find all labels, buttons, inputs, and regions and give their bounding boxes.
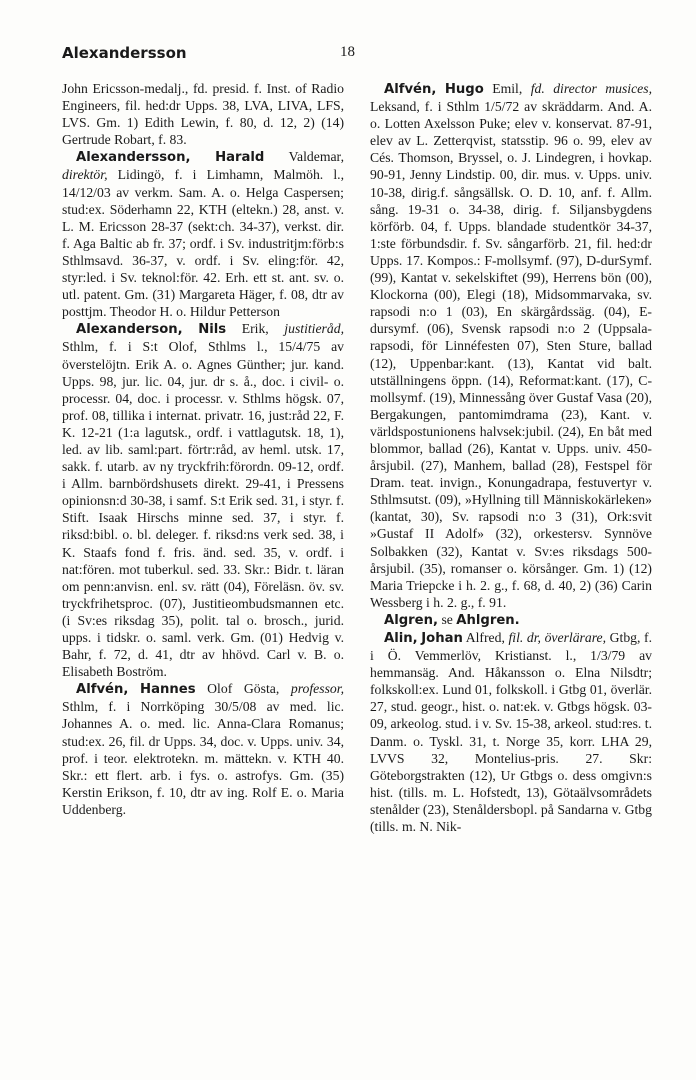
entry-algren-xref: Algren, se Ahlgren. bbox=[384, 611, 520, 628]
entry-surname: Alin, bbox=[384, 631, 418, 646]
right-column bbox=[370, 80, 652, 1040]
entry-text: Leksand, f. i Sthlm 1/5/72 av skräddarm. And. A. o. Lotten Axelsson Puke; elev v. konservat. 87-91, elev av L. Zetterqvist, statsstip. 96 o. 99, elev av Cés. Thomson, Bryssel, o. J. Lindegren, i hovkap. 90-91, Jenny Lindstip. 00, dir. mus. v. Upps. univ. 10-38, dirig.f. sångsällsk. O. D. 10, anf. f. Allm. sång. 19-31 o. 34-38, dirig. f. Siljansbygdens körförb. 04, f. Upps. blandade studentkör 34-37, 1:ste förbundsdir. f. Sv. sångarförb. 21, fil. hed:dr Upps. 17. Kompos.: F-mollsymf. (97), D-durSymf. (99), Kantat v. sekelskiftet (99), Herrens bön (00), Klockorna (00), Elegi (18), Midsommarvaka, sv. rapsodi n:o 1 (03), En skärgårdssäg. (04), E-dursymf. (06), Svensk rapsodi n:o 2 (Uppsala-rapsodi, för Linnéfesten 07), Sten Sture, ballad (12), Uppenbar:kant. (13), Kantat vid balt. utställningens öppn. (14), Reformat:kant. (17), C-mollsymf. (19), Minnessång över Gustaf Vasa (20), Bergakungen, pantomimdrama (23), Kant. v. världspostunionens halvsek:jubil. (24), En båt med blommor, ballad (26), Kantat v. Upps. univ. 450-årsjubil. (27), Manhem, ballad (28), Festspel för Dram. teat. invign., Konungadrapa, festuvertyr v. Sthlmsutst. (09), »Hyllning till Människokärleken» (kantat, 30), Sv. rapsodi n:o 3 (31), Ork:svit »Gustaf II Adolf» (32), orkestersv. Synnöve Solbakken (32), Kantat v. Sv:es riksdags 500-årsjubil. (35), romanser o. körsånger. Gm. 1) (12) Maria Triepcke i h. 2. g., f. 68, d. 40, 2) (36) Carin Wessberg i h. 2. g., f. 91. bbox=[370, 99, 652, 610]
entry-given-name: Hugo bbox=[444, 82, 484, 97]
entry-alin-johan: Alin, Johan Alfred, fil. dr, överlärare, Gtbg, f. i Ö. Vemmerlöv, Kristianst. l., 1/3/79 av hemmansäg. And. Håkansson o. Elna Nilsdtr; folkskoll:ex. Lund 01, folkskoll. i Gtbg 01, överlär. 27, stud. geogr., hist. o. nat:ek. v. Gtbgs högsk. 03-09, arkeolog. stud. i v. Sv. 15-38, arkeol. stud:res. t. Danm. o. Tyskl. 31, t. Norge 35, korr. LHA 29, LVVS 32, Montelius-pris. 27. Skr: Göteborgstrakten (12), Ur Gtbgs o. dess omgivn:s hist. (tills. m. L. Hofstedt, 13), Götaälvsområdets stenålder (23), Stenåldersbopl. på Sandarna v. Gtbg (tills. m. N. Nik- bbox=[370, 630, 652, 835]
entry-text: Gtbg, f. i Ö. Vemmerlöv, Kristianst. l., 1/3/79 av hemmansäg. And. Håkansson o. Elna Nilsdtr; folkskoll:ex. Lund 01, folkskoll. i Gtbg 01, överlär. 27, stud. geogr., hist. o. nat:ek. v. Gtbgs högsk. 03-09, arkeolog. stud. i v. Sv. 15-38, arkeol. stud:res. t. Danm. o. Tyskl. 31, t. Norge 35, korr. LHA 29, LVVS 32, Montelius-pris. 27. Skr: Göteborgstrakten (12), Ur Gtbgs o. dess omgivn:s hist. (tills. m. L. Hofstedt, 13), Götaälvsområdets stenålder (23), Stenåldersbopl. på Sandarna v. Gtbg (tills. m. N. Nik- bbox=[370, 630, 652, 835]
page-number: 18 bbox=[340, 44, 355, 60]
entry-given-name: Johan bbox=[421, 631, 463, 646]
entry-given-name: Nils bbox=[198, 322, 227, 338]
entry-text: Lidingö, f. i Limhamn, Malmöh. l., 14/12/03 av verkm. Sam. A. o. Helga Caspersen; stud:ex. Söderhamn 22, KTH (eltekn.) 28, anst. v. L. M. Ericsson 28-37 (sekt:ch. 34-37), verkst. dir. f. Aga Baltic ab fr. 37; ordf. i Sv. industritjm:förb:s Sthlmsavd. 36-37, v. ordf. i Sv. eling:för. 42, styr:led. i Sv. teknol:för. 42. Erh. ett st. ant. sv. o. utl. patent. Gm. (31) Margareta Häger, f. 08, dtr av posttjm. Theodor H. o. Hildur Petterson bbox=[62, 167, 344, 320]
cross-reference: Ahlgren. bbox=[456, 612, 520, 628]
entry-given-name: Harald bbox=[215, 150, 265, 166]
entry-surname: Alexandersson, bbox=[76, 150, 191, 166]
entry-surname: Algren, bbox=[384, 612, 439, 628]
entry-text: Sthlm, f. i S:t Olof, Sthlms l., 15/4/75 av överstelöjtn. Erik A. o. Agnes Günther; jur. kand. Upps. 98, jur. lic. 04, jur. dr s. å., doc. i civil- o. processr. 04, doc. i processr. v. Sthlms högsk. 07, prof. 08, tillika i internat. privatr. 16, just:råd 22, F. K. 12-21 (1:a lagutsk., ordf. i vattlagutsk. 18, 1), led. av lib. saml:part. förtr:råd, av heml. utsk. 17, sakk. f. utarb. av ny tryckfrih:förordn. 09-12, ordf. i Allm. barnbördshusets direkt. 29-41, i Pressens opinionsn:d 30-38, i samf. S:t Erik sed. 31, i styr. f. Stift. Isaak Hirschs minne sed. 37, i styr. f. riksd:bibl. o. bl. deleger. f. riksd:ns verk sed. 38, i K. Staafs fond f. fris. änd. sed. 35, v. ordf. i nat:fören. mot tuberkul. sed. 33. Skr.: Bidr. t. läran om penn:anvisn. enl. sv. rätt (04), Föreläsn. öv. sv. tryckfrihetsproc. (07), Justitieombudsmannen etc. (i Sv:es riksdag 35), polit. tal o. brosch., jurid. upps. i tidskr. o. saml. verk. Gm. (01) Hedvig v. Bahr, f. 72, d. 41, dtr av hhövd. Carl v. B. o. Elisabeth Boström. bbox=[62, 339, 344, 680]
running-head bbox=[62, 44, 644, 66]
left-column bbox=[62, 80, 344, 1040]
entry-alfven-hugo: Alfvén, Hugo Emil, fd. director musices, Leksand, f. i Sthlm 1/5/72 av skräddarm. And. A. o. Lotten Axelsson Puke; elev v. konservat. 87-91, elev av L. Zetterqvist, statsstip. 96 o. 99, elev av Cés. Thomson, Bryssel, o. J. Lindegren, i hovkap. 90-91, Jenny Lindstip. 00, dir. mus. v. Upps. univ. 10-38, dirig.f. sångsällsk. O. D. 10, anf. f. Allm. sång. 19-31 o. 34-38, dirig. f. Siljansbygdens körförb. 04, f. Upps. blandade studentkör 34-37, 1:ste förbundsdir. f. Sv. sångarförb. 21, fil. hed:dr Upps. 17. Kompos.: F-mollsymf. (97), D-durSymf. (99), Kantat v. sekelskiftet (99), Herrens bön (00), Klockorna (00), Elegi (18), Midsommarvaka, sv. rapsodi n:o 1 (03), En skärgårdssäg. (04), E-dursymf. (06), Svensk rapsodi n:o 2 (Uppsala-rapsodi, för Linnéfesten 07), Sten Sture, ballad (12), Uppenbar:kant. (13), Kantat vid balt. utställningens öppn. (14), Reformat:kant. (17), C-mollsymf. (19), Minnessång över Gustaf Vasa (20), Bergakungen, pantomimdrama (23), Kant. v. världspostunionens halvsek:jubil. (24), En båt med blommor, ballad (26), Kantat v. Upps. univ. 450-årsjubil. (27), Manhem, ballad (28), Festspel för Dram. teat. invign., Konungadrapa, festuvertyr v. Sthlmsutst. (09), »Hyllning till Människokärleken» (kantat, 30), Sv. rapsodi n:o 3 (31), Ork:svit »Gustaf II Adolf» (32), orkestersv. Synnöve Solbakken (32), Kantat v. Sv:es riksdags 500-årsjubil. (35), romanser o. körsånger. Gm. 1) (12) Maria Triepcke i h. 2. g., f. 68, d. 40, 2) (36) Carin Wessberg i h. 2. g., f. 91. bbox=[370, 81, 652, 610]
entry-title: direktör, bbox=[62, 167, 108, 183]
text-columns bbox=[62, 80, 652, 1040]
entry-alfven-hannes: Alfvén, Hannes Olof Gösta, professor, Sthlm, f. i Norrköping 30/5/08 av med. lic. Johannes A. o. med. lic. Anna-Clara Romanus; stud:ex. 26, fil. dr Upps. 34, doc. v. Upps. univ. 34, prof. i teor. elektrotekn. m. mättekn. v. KTH 40. Skr.: ett flert. arb. i fys. o. astrofys. Gm. (35) Kerstin Erikson, f. 10, dtr av ing. Rolf E. o. Maria Uddenberg. bbox=[62, 681, 344, 817]
entry-title: justitieråd, bbox=[284, 321, 344, 337]
entry-title: fd. director musices, bbox=[530, 81, 652, 96]
entry-continuation: John Ericsson-medalj., fd. presid. f. Inst. of Radio Engineers, fil. hed:dr Upps. 38, LVA, LIVA, LFS, LVS. Gm. 1) Edith Lewin, f. 80, d. 12, 2) (14) Gertrude Robart, f. 83. bbox=[62, 81, 344, 148]
entry-title: professor, bbox=[290, 681, 344, 697]
entry-surname: Alfvén, bbox=[76, 682, 129, 698]
entry-given-name: Hannes bbox=[140, 682, 196, 698]
entry-surname: Alexanderson, bbox=[76, 322, 183, 338]
entry-title: fil. dr, överlärare, bbox=[508, 630, 607, 645]
entry-alexanderson-nils: Alexanderson, Nils Erik, justitieråd, Sthlm, f. i S:t Olof, Sthlms l., 15/4/75 av överstelöjtn. Erik A. o. Agnes Günther; jur. kand. Upps. 98, jur. lic. 04, jur. dr s. å., doc. i civil- o. processr. 04, doc. i processr. v. Sthlms högsk. 07, prof. 08, tillika i internat. privatr. 16, just:råd 22, F. K. 12-21 (1:a lagutsk., ordf. i vattlagutsk. 18, 1), led. av lib. saml:part. förtr:råd, av heml. utsk. 17, sakk. f. utarb. av ny tryckfrih:förordn. 09-12, ordf. i Allm. barnbördshusets direkt. 29-41, i Pressens opinionsn:d 30-38, i samf. S:t Erik sed. 31, i styr. f. Stift. Isaak Hirschs minne sed. 37, i styr. f. riksd:bibl. o. bl. deleger. f. riksd:ns verk sed. 38, i K. Staafs fond f. fris. änd. sed. 35, v. ordf. i nat:fören. mot tuberkul. sed. 33. Skr.: Bidr. t. läran om penn:anvisn. enl. sv. rätt (04), Föreläsn. öv. sv. tryckfrihetsproc. (07), Justitieombudsmannen etc. (i Sv:es riksdag 35), polit. tal o. brosch., jurid. upps. i tidskr. o. saml. verk. Gm. (01) Hedvig v. Bahr, f. 72, d. 41, dtr av hhövd. Carl v. B. o. Elisabeth Boström. bbox=[62, 321, 344, 680]
entry-text: Sthlm, f. i Norrköping 30/5/08 av med. lic. Johannes A. o. med. lic. Anna-Clara Romanus; stud:ex. 26, fil. dr Upps. 34, doc. v. Upps. univ. 34, prof. i teor. elektrotekn. m. mättekn. v. KTH 40. Skr.: ett flert. arb. i fys. o. astrofys. Gm. (35) Kerstin Erikson, f. 10, dtr av ing. Rolf E. o. Maria Uddenberg. bbox=[62, 699, 344, 817]
head-word: Alexandersson bbox=[62, 44, 187, 62]
entry-surname: Alfvén, bbox=[384, 82, 437, 97]
entry-alexandersson-harald: Alexandersson, Harald Valdemar, direktör, Lidingö, f. i Limhamn, Malmöh. l., 14/12/03 av verkm. Sam. A. o. Helga Caspersen; stud:ex. Söderhamn 22, KTH (eltekn.) 28, anst. v. L. M. Ericsson 28-37 (sekt:ch. 34-37), verkst. dir. f. Aga Baltic ab fr. 37; ordf. i Sv. industritjm:förb:s Sthlmsavd. 36-37, v. ordf. i Sv. eling:för. 42, styr:led. i Sv. teknol:för. 42. Erh. ett st. ant. sv. o. utl. patent. Gm. (31) Margareta Häger, f. 08, dtr av posttjm. Theodor H. o. Hildur Petterson bbox=[62, 149, 344, 320]
